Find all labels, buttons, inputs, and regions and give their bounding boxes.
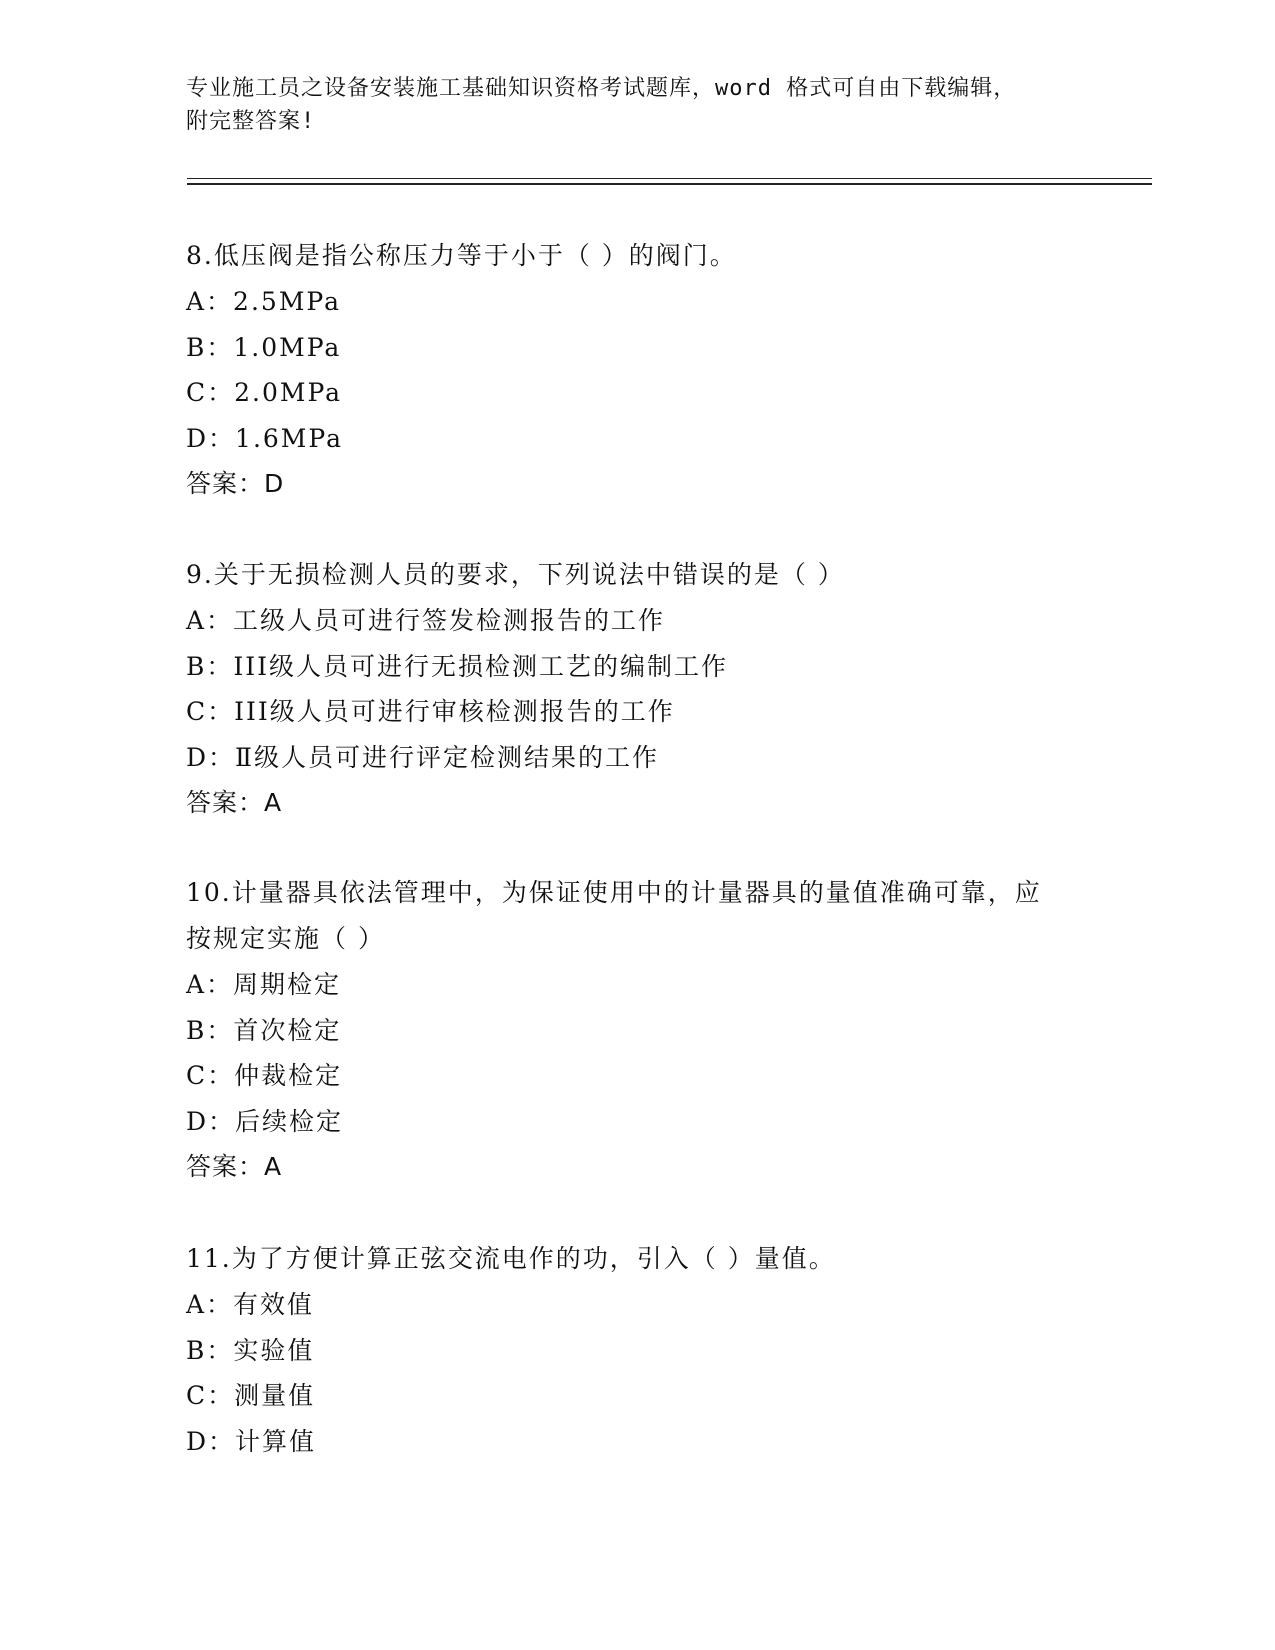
option-c: C：测量值 bbox=[186, 1381, 316, 1410]
document-header bbox=[186, 72, 1086, 138]
option-b: B：1.0MPa bbox=[186, 332, 342, 362]
question-11 bbox=[186, 1236, 1086, 1464]
answer-line: 答案：D bbox=[186, 469, 285, 498]
option-c: C：2.0MPa bbox=[186, 378, 343, 407]
question-8 bbox=[186, 233, 1086, 506]
answer-line: 答案：A bbox=[186, 788, 283, 817]
option-c: C：仲裁检定 bbox=[186, 1061, 343, 1090]
question-text: 9.关于无损检测人员的要求，下列说法中错误的是（ ） bbox=[186, 560, 845, 589]
option-b: B：首次检定 bbox=[186, 1015, 342, 1045]
option-a: A：2.5MPa bbox=[186, 287, 342, 316]
option-d: D：后续检定 bbox=[186, 1106, 344, 1136]
option-d: D：计算值 bbox=[186, 1426, 317, 1456]
header-divider-thin bbox=[187, 178, 1152, 179]
option-b: B：III级人员可进行无损检测工艺的编制工作 bbox=[186, 651, 728, 681]
question-10 bbox=[186, 870, 1086, 1189]
header-divider-thick bbox=[187, 183, 1152, 185]
question-9 bbox=[186, 552, 1086, 825]
option-a: A：有效值 bbox=[186, 1290, 315, 1319]
option-c: C：III级人员可进行审核检测报告的工作 bbox=[186, 697, 675, 726]
question-text: 11.为了方便计算正弦交流电作的功，引入（ ）量值。 bbox=[186, 1244, 836, 1273]
option-b: B：实验值 bbox=[186, 1335, 315, 1365]
question-text: 10.计量器具依法管理中，为保证使用中的计量器具的量值准确可靠，应按规定实施（ ） bbox=[186, 878, 1042, 953]
option-d: D：1.6MPa bbox=[186, 423, 344, 453]
option-a: A：工级人员可进行签发检测报告的工作 bbox=[186, 606, 666, 635]
question-text: 8.低压阀是指公称压力等于小于（ ）的阀门。 bbox=[186, 241, 737, 270]
option-a: A：周期检定 bbox=[186, 970, 342, 999]
header-line-2: 附完整答案! bbox=[186, 109, 316, 134]
option-d: D：Ⅱ级人员可进行评定检测结果的工作 bbox=[186, 742, 660, 772]
answer-line: 答案：A bbox=[186, 1152, 283, 1181]
header-line-1: 专业施工员之设备安装施工基础知识资格考试题库，word 格式可自由下载编辑， bbox=[186, 76, 1017, 101]
